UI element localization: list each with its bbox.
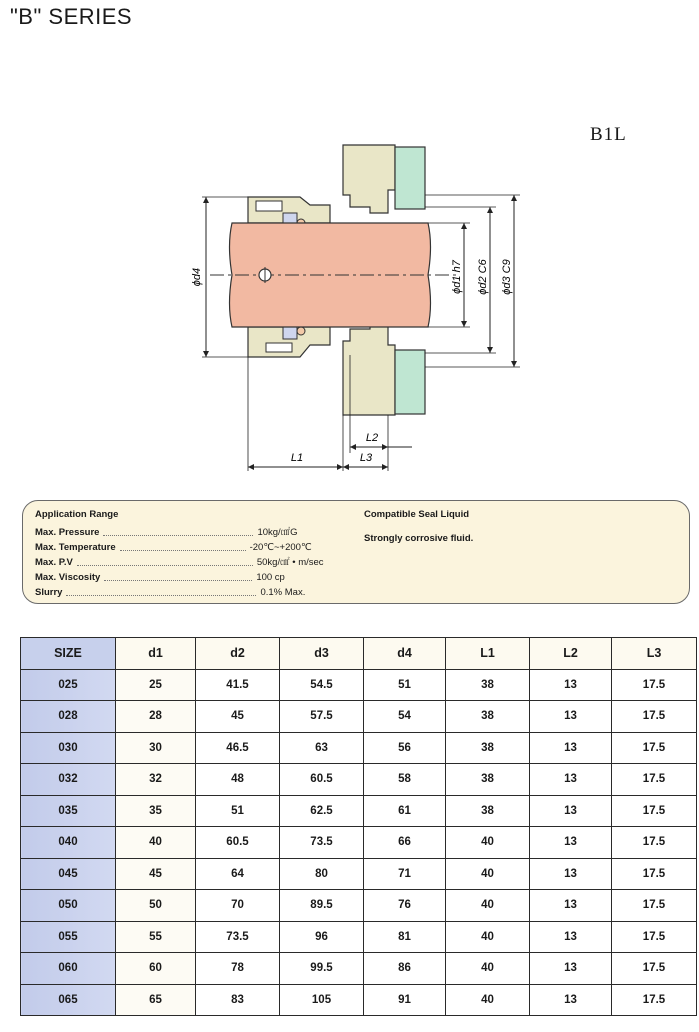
table-row: [21, 984, 697, 1016]
seat-bottom: [283, 327, 297, 339]
spec-value: 100 cp: [256, 572, 285, 583]
size-cell: 032: [21, 764, 116, 796]
table-row: [21, 795, 697, 827]
dim-L1-label: L1: [290, 452, 304, 464]
table-row: [21, 921, 697, 953]
table-cell: 45: [116, 858, 196, 890]
oring-bottom: [297, 327, 305, 335]
table-cell: 86: [364, 953, 446, 985]
table-cell: 61: [364, 795, 446, 827]
table-row: [21, 890, 697, 922]
spring-bottom: [266, 343, 292, 352]
column-header: SIZE: [21, 638, 116, 670]
series-title: "B" SERIES: [10, 4, 133, 29]
table-cell: 63: [280, 732, 364, 764]
spec-label: Slurry: [35, 587, 63, 598]
table-cell: 65: [116, 984, 196, 1016]
table-cell: 50: [116, 890, 196, 922]
table-cell: 71: [364, 858, 446, 890]
table-cell: 60.5: [196, 827, 280, 859]
table-cell: 17.5: [612, 858, 697, 890]
table-cell: 40: [446, 827, 530, 859]
table-cell: 60: [116, 953, 196, 985]
table-cell: 45: [196, 701, 280, 733]
size-dimension-table: [20, 637, 697, 1016]
table-cell: 96: [280, 921, 364, 953]
spec-row: [35, 585, 365, 600]
table-cell: 91: [364, 984, 446, 1016]
table-cell: 17.5: [612, 953, 697, 985]
spec-label: Max. Temperature: [35, 542, 116, 553]
table-cell: 17.5: [612, 921, 697, 953]
table-cell: 13: [530, 858, 612, 890]
table-cell: 40: [116, 827, 196, 859]
spring-top: [256, 201, 282, 211]
spec-value: -20℃~+200℃: [249, 542, 312, 553]
housing-bottom: [343, 323, 395, 415]
application-range-box: [22, 500, 690, 604]
table-cell: 17.5: [612, 827, 697, 859]
table-cell: 54.5: [280, 669, 364, 701]
table-cell: 73.5: [196, 921, 280, 953]
table-cell: 64: [196, 858, 280, 890]
table-cell: 60.5: [280, 764, 364, 796]
spec-row: [35, 540, 365, 555]
table-body: [21, 669, 697, 1016]
table-cell: 40: [446, 858, 530, 890]
housing-top: [343, 145, 395, 213]
spec-row: [35, 525, 365, 540]
table-cell: 17.5: [612, 795, 697, 827]
table-cell: 40: [446, 953, 530, 985]
table-cell: 17.5: [612, 890, 697, 922]
table-cell: 13: [530, 827, 612, 859]
table-cell: 51: [364, 669, 446, 701]
table-cell: 54: [364, 701, 446, 733]
table-cell: 17.5: [612, 701, 697, 733]
table-cell: 30: [116, 732, 196, 764]
spec-value: 0.1% Max.: [260, 587, 306, 598]
table-cell: 13: [530, 890, 612, 922]
table-cell: 46.5: [196, 732, 280, 764]
table-cell: 13: [530, 732, 612, 764]
table-cell: 13: [530, 921, 612, 953]
table-cell: 38: [446, 795, 530, 827]
table-cell: 40: [446, 984, 530, 1016]
table-cell: 13: [530, 669, 612, 701]
table-cell: 66: [364, 827, 446, 859]
table-cell: 17.5: [612, 984, 697, 1016]
table-row: [21, 732, 697, 764]
table-cell: 83: [196, 984, 280, 1016]
table-cell: 89.5: [280, 890, 364, 922]
dim-d3-label: ϕd3 C9: [501, 259, 513, 295]
dim-L3-label: L3: [359, 452, 373, 464]
table-row: [21, 669, 697, 701]
table-row: [21, 953, 697, 985]
table-cell: 57.5: [280, 701, 364, 733]
column-header: d1: [116, 638, 196, 670]
compatible-liquid-text: Strongly corrosive fluid.: [364, 533, 474, 544]
dim-d2-label: ϕd2 C6: [477, 259, 489, 295]
table-cell: 32: [116, 764, 196, 796]
table-row: [21, 701, 697, 733]
table-cell: 78: [196, 953, 280, 985]
size-cell: 060: [21, 953, 116, 985]
size-cell: 045: [21, 858, 116, 890]
table-cell: 56: [364, 732, 446, 764]
table-cell: 13: [530, 984, 612, 1016]
table-cell: 13: [530, 953, 612, 985]
table-cell: 73.5: [280, 827, 364, 859]
column-header: L1: [446, 638, 530, 670]
table-cell: 40: [446, 921, 530, 953]
table-cell: 38: [446, 732, 530, 764]
size-cell: 050: [21, 890, 116, 922]
table-header-row: [21, 638, 697, 670]
table-cell: 13: [530, 764, 612, 796]
dim-L2-label: L2: [365, 432, 379, 444]
size-cell: 040: [21, 827, 116, 859]
table-cell: 38: [446, 669, 530, 701]
spec-value: 50kg/㎠ • m/sec: [256, 557, 324, 568]
table-cell: 55: [116, 921, 196, 953]
table-cell: 13: [530, 701, 612, 733]
spec-label: Max. P.V: [35, 557, 73, 568]
gland-top: [395, 147, 425, 209]
column-header: L2: [530, 638, 612, 670]
table-cell: 99.5: [280, 953, 364, 985]
table-cell: 62.5: [280, 795, 364, 827]
table-cell: 48: [196, 764, 280, 796]
table-cell: 17.5: [612, 732, 697, 764]
size-cell: 055: [21, 921, 116, 953]
column-header: L3: [612, 638, 697, 670]
application-range: [35, 507, 365, 600]
table-cell: 41.5: [196, 669, 280, 701]
table-cell: 80: [280, 858, 364, 890]
table-cell: 58: [364, 764, 446, 796]
gland-bottom: [395, 350, 425, 414]
column-header: d3: [280, 638, 364, 670]
size-cell: 065: [21, 984, 116, 1016]
spec-row: [35, 555, 365, 570]
table-row: [21, 764, 697, 796]
table-cell: 70: [196, 890, 280, 922]
dim-d4-label: ϕd4: [191, 267, 203, 287]
model-code: B1L: [590, 124, 627, 145]
table-cell: 13: [530, 795, 612, 827]
compatible-liquid: [364, 507, 664, 544]
table-row: [21, 858, 697, 890]
table-cell: 51: [196, 795, 280, 827]
table-row: [21, 827, 697, 859]
application-range-heading: Application Range: [35, 509, 119, 520]
compatible-liquid-heading: Compatible Seal Liquid: [364, 509, 470, 520]
spec-label: Max. Viscosity: [35, 572, 101, 583]
table-cell: 105: [280, 984, 364, 1016]
column-header: d2: [196, 638, 280, 670]
dim-d1-label: ϕd1 h7: [451, 260, 463, 294]
size-cell: 035: [21, 795, 116, 827]
table-cell: 76: [364, 890, 446, 922]
table-cell: 81: [364, 921, 446, 953]
column-header: d4: [364, 638, 446, 670]
seal-cross-section-drawing: [180, 135, 540, 475]
table-cell: 38: [446, 764, 530, 796]
table-cell: 25: [116, 669, 196, 701]
spec-value: 10kg/㎠G: [257, 527, 298, 538]
spec-row: [35, 570, 365, 585]
table-cell: 17.5: [612, 764, 697, 796]
size-cell: 025: [21, 669, 116, 701]
table-cell: 35: [116, 795, 196, 827]
table-cell: 17.5: [612, 669, 697, 701]
table-cell: 40: [446, 890, 530, 922]
table-cell: 28: [116, 701, 196, 733]
size-cell: 028: [21, 701, 116, 733]
spec-label: Max. Pressure: [35, 527, 100, 538]
size-cell: 030: [21, 732, 116, 764]
table-cell: 38: [446, 701, 530, 733]
